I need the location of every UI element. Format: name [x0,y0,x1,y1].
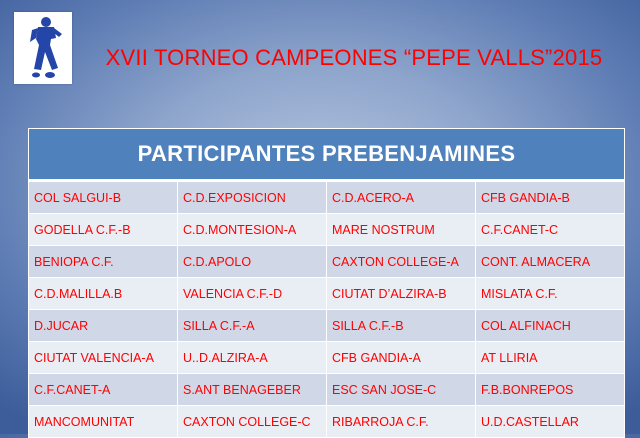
team-cell: C.D.ACERO-A [327,181,476,214]
team-cell: COL ALFINACH [476,310,625,342]
table-row [29,181,625,214]
team-cell: C.D.MALILLA.B [29,278,178,310]
table-row [29,342,625,374]
team-cell: C.D.EXPOSICION [178,181,327,214]
table-row [29,406,625,438]
logo [14,12,72,84]
team-cell: SILLA C.F.-B [327,310,476,342]
team-cell: CFB GANDIA-B [476,181,625,214]
table-row [29,310,625,342]
team-cell: F.B.BONREPOS [476,374,625,406]
tournament-title: XVII TORNEO CAMPEONES “PEPE VALLS”2015 [105,45,603,70]
team-cell: GODELLA C.F.-B [29,214,178,246]
team-cell: MISLATA C.F. [476,278,625,310]
team-cell: MARE NOSTRUM [327,214,476,246]
team-cell: CONT. ALMACERA [476,246,625,278]
team-cell: CAXTON COLLEGE-C [178,406,327,438]
team-cell: RIBARROJA C.F. [327,406,476,438]
team-cell: C.D.MONTESION-A [178,214,327,246]
team-cell: D.JUCAR [29,310,178,342]
team-cell: S.ANT BENAGEBER [178,374,327,406]
team-cell: CIUTAT D’ALZIRA-B [327,278,476,310]
participants-table [28,128,625,429]
table-row [29,246,625,278]
team-cell: SILLA C.F.-A [178,310,327,342]
team-cell: CIUTAT VALENCIA-A [29,342,178,374]
team-cell: COL SALGUI-B [29,181,178,214]
team-cell: U.D.CASTELLAR [476,406,625,438]
table-heading: PARTICIPANTES PREBENJAMINES [29,129,625,181]
table-row [29,214,625,246]
team-cell: VALENCIA C.F.-D [178,278,327,310]
table-row [29,278,625,310]
player-silhouette-icon [14,12,72,84]
team-cell: CAXTON COLLEGE-A [327,246,476,278]
team-cell: C.F.CANET-C [476,214,625,246]
team-cell: BENIOPA C.F. [29,246,178,278]
team-cell: CFB GANDIA-A [327,342,476,374]
team-cell: AT LLIRIA [476,342,625,374]
table-row [29,374,625,406]
team-cell: U..D.ALZIRA-A [178,342,327,374]
team-cell: C.F.CANET-A [29,374,178,406]
team-cell: ESC SAN JOSE-C [327,374,476,406]
team-cell: MANCOMUNITAT [29,406,178,438]
team-cell: C.D.APOLO [178,246,327,278]
